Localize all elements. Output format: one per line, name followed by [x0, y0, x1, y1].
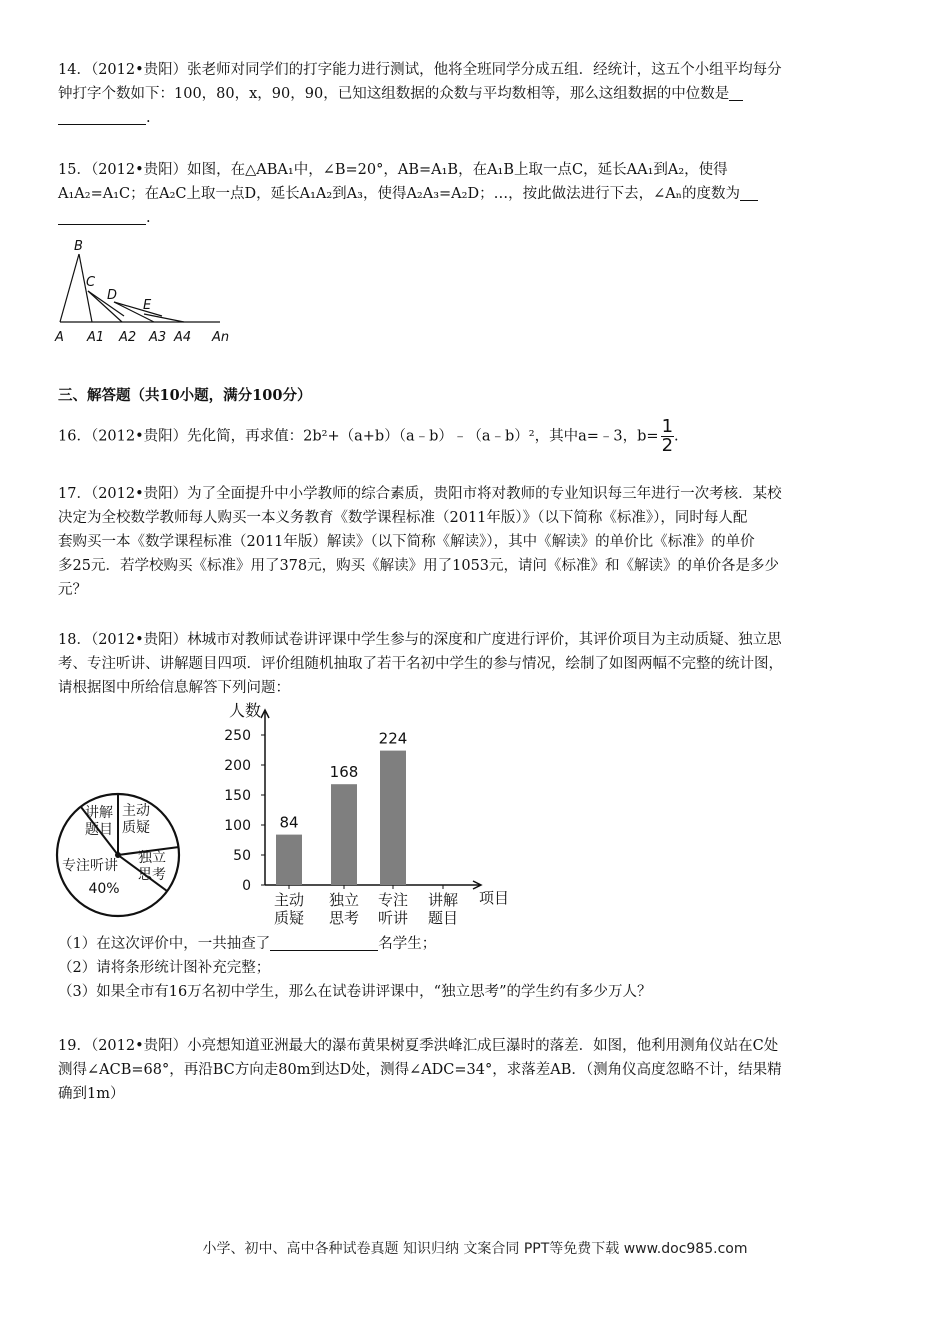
x-tick-label-1: 专注	[377, 891, 409, 909]
q15-line2-text: A₁A₂=A₁C；在A₂C上取一点D，延长A₁A₂到A₃，使得A₂A₃=A₂D；…，按此做法进行下去，∠Aₙ的度数为	[58, 186, 740, 202]
q18-sub1-text-a: （1）在这次评价中，一共抽查了	[58, 936, 271, 952]
label-D: D	[107, 288, 118, 303]
label-A: A	[55, 330, 64, 345]
q18-sub3: （3）如果全市有16万名初中学生，那么在试卷讲评课中，“独立思考”的学生约有多少万人？	[58, 984, 652, 1000]
pie-label-jiangjie-1: 讲解	[85, 805, 113, 821]
label-B: B	[74, 239, 83, 254]
q15-line2	[58, 182, 893, 206]
pie-label-duli-2: 思考	[138, 867, 166, 883]
x-tick-label-2: 质疑	[273, 909, 305, 927]
question-17	[58, 482, 893, 602]
pie-label-zhudong-1: 主动	[122, 803, 150, 819]
q15-triangle-figure	[52, 236, 242, 348]
q16-text: 16．（2012•贵阳）先化简，再求值：2b²+（a+b）（a﹣b）﹣（a﹣b）²，其中a=﹣3，b=	[58, 428, 659, 445]
q19-line2: 测得∠ACB=68°，再沿BC方向走80m到达D处，测得∠ADC=34°，求落差AB．（测角仪高度忽略不计，结果精	[58, 1062, 782, 1078]
pie-label-jiangjie-2: 题目	[85, 822, 113, 838]
q19-line3: 确到1m）	[58, 1086, 125, 1102]
q14-line2	[58, 82, 893, 106]
q17-line4: 多25元．若学校购买《标准》用了378元，购买《解读》用了1053元，请问《标准》和《解读》的单价各是多少	[58, 558, 780, 574]
page-footer[interactable]: 小学、初中、高中各种试卷真题 知识归纳 文案合同 PPT等免费下载 www.doc985.com	[202, 1241, 748, 1257]
q16-frac-num: 1	[661, 416, 674, 437]
pie-label-duli-1: 独立	[138, 850, 166, 866]
label-A3: A3	[149, 330, 167, 345]
q14-answer-blank-a[interactable]	[729, 84, 743, 101]
q18-line1: 18．（2012•贵阳）林城市对教师试卷讲评课中学生参与的深度和广度进行评价，其评价项目为主动质疑、独立思	[58, 632, 782, 648]
label-An: An	[212, 330, 230, 345]
q17-line5: 元？	[58, 582, 87, 598]
section-heading: 三、解答题（共10小题，满分100分）	[58, 387, 312, 404]
x-tick-label-1: 主动	[273, 891, 305, 909]
q15-end: .	[146, 210, 151, 226]
q14-line2-text: 钟打字个数如下：100，80，x，90，90，已知这组数据的众数与平均数相等，那么这组数据的中位数是	[58, 86, 730, 102]
q17-line2: 决定为全校数学教师每人购买一本义务教育《数学课程标准（2011年版）》（以下简称《标准》），同时每人配	[58, 510, 748, 526]
y-tick-label: 0	[242, 878, 251, 894]
q15-answer-blank-a[interactable]	[740, 184, 758, 201]
bar	[380, 751, 406, 885]
label-C: C	[86, 275, 96, 290]
q18-line3: 请根据图中所给信息解答下列问题：	[58, 680, 290, 696]
label-A1: A1	[87, 330, 105, 345]
segment-AB	[60, 254, 79, 322]
question-14	[58, 58, 893, 130]
q18-sub1-answer-blank[interactable]	[270, 934, 378, 951]
q14-end: .	[146, 110, 151, 126]
x-tick-label-1: 讲解	[427, 891, 459, 909]
x-tick-label-2: 听讲	[377, 909, 409, 927]
x-axis-label: 项目	[479, 889, 510, 907]
q14-line1: 14．（2012•贵阳）张老师对同学们的打字能力进行测试，他将全班同学分成五组．经统计，这五个小组平均每分	[58, 62, 782, 78]
q18-sub1	[58, 932, 893, 956]
bar-chart	[205, 700, 525, 932]
bar	[276, 835, 302, 885]
q16-fraction	[661, 418, 674, 455]
q18-sub2: （2）请将条形统计图补充完整；	[58, 960, 271, 976]
pie-chart	[52, 785, 192, 925]
bar-value-label: 84	[279, 813, 299, 832]
bar-value-label: 224	[378, 729, 408, 748]
q18-sub1-text-b: 名学生；	[378, 936, 437, 952]
y-tick-label: 200	[224, 758, 251, 774]
pie-label-zhudong-2: 质疑	[122, 820, 150, 836]
q15-line3	[58, 206, 893, 230]
question-19	[58, 1034, 893, 1106]
bar-value-label: 168	[329, 763, 359, 782]
label-E: E	[143, 298, 152, 313]
question-15	[58, 158, 893, 230]
y-tick-label: 100	[224, 818, 251, 834]
q17-line3: 套购买一本《数学课程标准（2011年版）解读》（以下简称《解读》），其中《解读》的单价比《标准》的单价	[58, 534, 755, 550]
q16-frac-den: 2	[661, 435, 674, 456]
y-tick-label: 150	[224, 788, 251, 804]
x-tick-label-1: 独立	[328, 891, 360, 909]
question-16	[58, 418, 893, 455]
label-A4: A4	[174, 330, 192, 345]
segment-EA4	[144, 314, 184, 322]
x-tick-label-2: 题目	[427, 909, 459, 927]
bar	[331, 784, 357, 885]
q14-answer-blank-b[interactable]	[58, 108, 146, 125]
y-tick-label: 50	[233, 848, 251, 864]
y-axis-label: 人数	[228, 701, 261, 720]
q18-subquestions	[58, 932, 893, 1004]
y-tick-label: 250	[224, 728, 251, 744]
q18-line2: 考、专注听讲、讲解题目四项．评价组随机抽取了若干名初中学生的参与情况，绘制了如图两幅不完整的统计图，	[58, 656, 783, 672]
question-18	[58, 628, 893, 700]
q15-answer-blank-b[interactable]	[58, 208, 146, 225]
label-A2: A2	[119, 330, 137, 345]
q14-line3	[58, 106, 893, 130]
q17-line1: 17．（2012•贵阳）为了全面提升中小学教师的综合素质，贵阳市将对教师的专业知识每三年进行一次考核．某校	[58, 486, 782, 502]
pie-label-zhuanzhu: 专注听讲	[62, 858, 118, 874]
q15-line1: 15．（2012•贵阳）如图，在△ABA₁中，∠B=20°，AB=A₁B，在A₁B上取一点C，延长AA₁到A₂，使得	[58, 162, 728, 178]
q16-end: .	[674, 428, 679, 445]
pie-label-percent: 40%	[88, 881, 120, 897]
x-tick-label-2: 思考	[328, 909, 360, 927]
q19-line1: 19．（2012•贵阳）小亮想知道亚洲最大的瀑布黄果树夏季洪峰汇成巨瀑时的落差．如图，他利用测角仪站在C处	[58, 1038, 779, 1054]
